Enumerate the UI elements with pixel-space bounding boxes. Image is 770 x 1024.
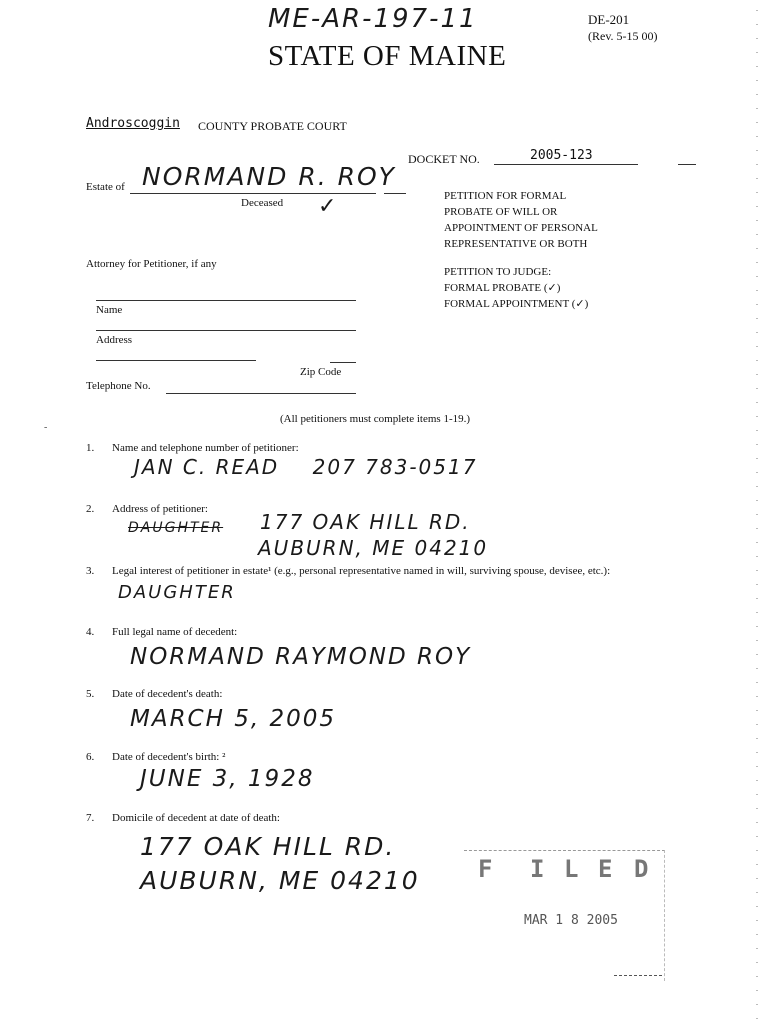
petition-line-1: PETITION FOR FORMAL [444, 190, 567, 202]
petition-line-3: APPOINTMENT OF PERSONAL [444, 222, 598, 234]
stamp-letter-4: E [598, 855, 613, 883]
attorney-address-line [96, 330, 356, 331]
judge-line-3: FORMAL APPOINTMENT (✓) [444, 298, 589, 310]
stamp-letter-3: L [564, 855, 579, 883]
county-name: Androscoggin [86, 116, 180, 131]
item-6-number: 6. [86, 751, 95, 763]
item-1-number: 1. [86, 442, 95, 454]
court-label: COUNTY PROBATE COURT [198, 119, 347, 133]
docket-label: DOCKET NO. [408, 152, 480, 166]
item-2-label: Address of petitioner: [112, 503, 208, 515]
item-7-number: 7. [86, 812, 95, 824]
filed-stamp [464, 850, 665, 981]
instruction-text: (All petitioners must complete items 1-19.) [280, 413, 471, 425]
attorney-zip-label: Zip Code [300, 366, 342, 378]
page-edge-dots [756, 10, 758, 1020]
item-2-number: 2. [86, 503, 95, 515]
item-1-label: Name and telephone number of petitioner: [112, 442, 299, 454]
item-5-number: 5. [86, 688, 95, 700]
page-title: STATE OF MAINE [268, 40, 507, 72]
margin-mark: - [44, 422, 48, 433]
item-3-number: 3. [86, 565, 95, 577]
item-7-value-line-1: 177 OAK HILL RD. [140, 832, 396, 861]
item-5-value: MARCH 5, 2005 [130, 706, 337, 732]
attorney-address-label: Address [96, 334, 133, 346]
form-revision: (Rev. 5-15 00) [588, 29, 658, 43]
estate-name: NORMAND R. ROY [142, 162, 396, 191]
telephone-label: Telephone No. [86, 380, 151, 392]
attorney-label: Attorney for Petitioner, if any [86, 258, 217, 270]
item-4-value: NORMAND RAYMOND ROY [130, 644, 472, 670]
item-4-label: Full legal name of decedent: [112, 626, 238, 638]
deceased-label: Deceased [241, 197, 284, 209]
stamp-date: MAR 1 8 2005 [524, 913, 618, 928]
checkmark-estate: ✓ [318, 194, 339, 219]
item-7-value-line-2: AUBURN, ME 04210 [140, 866, 420, 895]
item-2-value-line-2: AUBURN, ME 04210 [258, 536, 489, 560]
estate-label: Estate of [86, 181, 125, 193]
item-4-number: 4. [86, 626, 95, 638]
petition-title [444, 188, 598, 252]
docket-line-extra [678, 164, 696, 165]
item-2-struck-text: DAUGHTER [128, 520, 224, 536]
telephone-line [166, 393, 356, 394]
estate-line [130, 193, 376, 194]
docket-line [494, 164, 638, 165]
petition-line-2: PROBATE OF WILL OR [444, 206, 558, 218]
attorney-city-line [96, 360, 256, 361]
judge-line-1: PETITION TO JUDGE: [444, 266, 552, 278]
stamp-letter-2: I [530, 855, 545, 883]
docket-value: 2005-123 [530, 148, 593, 163]
item-6-label: Date of decedent's birth: ² [112, 751, 226, 763]
petition-line-4: REPRESENTATIVE OR BOTH [444, 238, 588, 250]
attorney-name-line [96, 300, 356, 301]
item-2-value-line-1: 177 OAK HILL RD. [260, 510, 471, 534]
item-7-label: Domicile of decedent at date of death: [112, 812, 280, 824]
petition-to-judge [444, 264, 588, 312]
item-3-label: Legal interest of petitioner in estate¹ (e.g., personal representative named in will, surviving spouse, devisee, etc.): [112, 565, 611, 577]
item-3-value: DAUGHTER [118, 582, 236, 603]
stamp-letter-1: F [478, 855, 493, 883]
item-1-value: JAN C. READ 207 783-0517 [134, 455, 478, 479]
stamp-letter-5: D [634, 855, 649, 883]
item-6-value: JUNE 3, 1928 [140, 766, 315, 792]
attorney-name-label: Name [96, 304, 123, 316]
handwritten-reference: ME-AR-197-11 [268, 4, 478, 34]
attorney-zip-line [330, 362, 356, 363]
stamp-bottom-line [614, 975, 662, 976]
form-number: DE-201 [588, 12, 630, 27]
judge-line-2: FORMAL PROBATE (✓) [444, 282, 561, 294]
item-5-label: Date of decedent's death: [112, 688, 223, 700]
estate-line-extra [384, 193, 406, 194]
